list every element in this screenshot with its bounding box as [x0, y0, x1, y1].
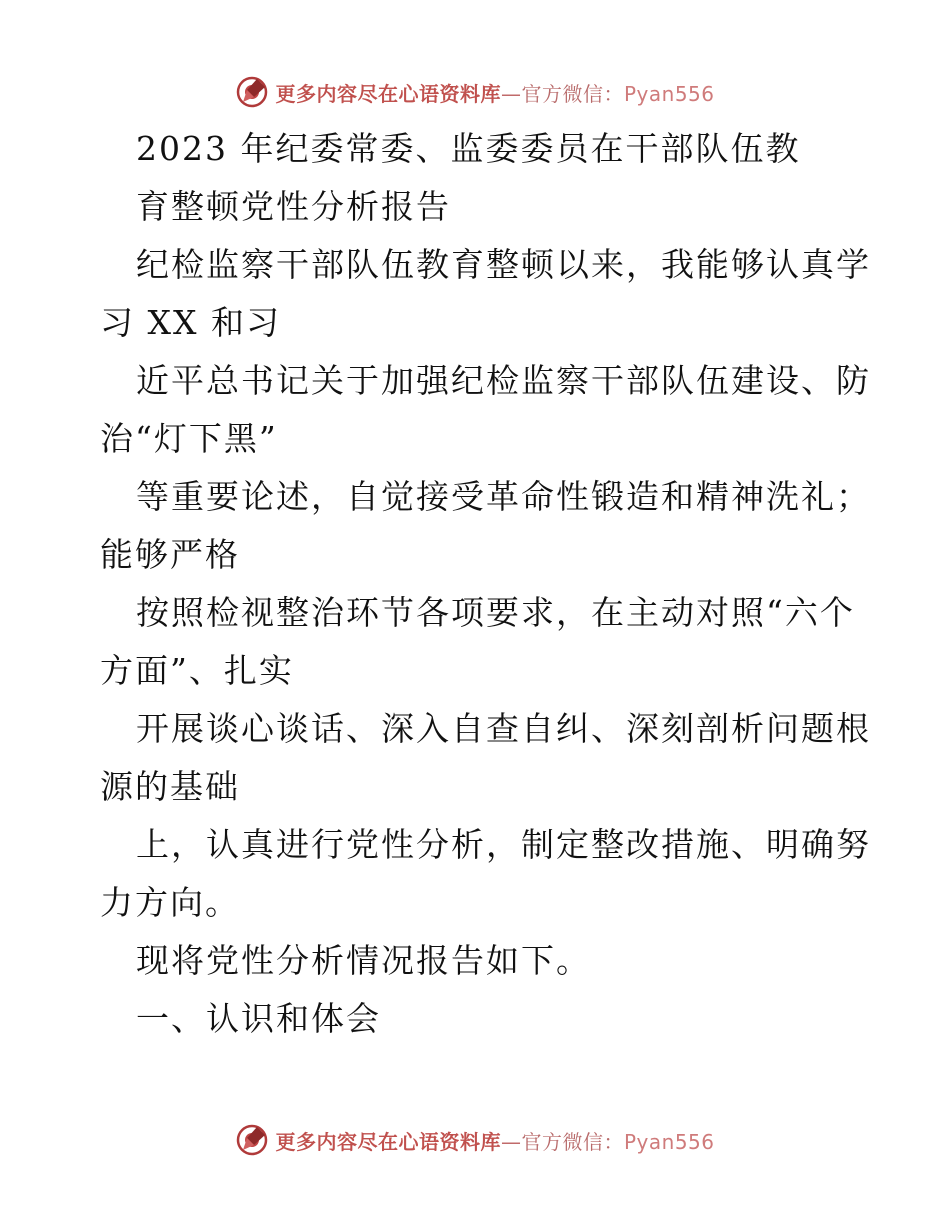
watermark-header	[0, 70, 950, 114]
paragraph-line: 按照检视整治环节各项要求，在主动对照“六个	[136, 593, 855, 632]
paragraph-line: 力方向。	[100, 883, 240, 922]
section-heading: 一、认识和体会	[136, 999, 381, 1038]
paragraph-line: 上，认真进行党性分析，制定整改措施、明确努	[136, 825, 871, 864]
pen-logo-icon	[235, 1123, 269, 1157]
watermark-handle: Pyan556	[623, 81, 715, 106]
paragraph-line: 源的基础	[100, 767, 240, 806]
paragraph-line: 近平总书记关于加强纪检监察干部队伍建设、防	[136, 361, 871, 400]
pen-logo-icon	[235, 75, 269, 109]
paragraph-line: 开展谈心谈话、深入自查自纠、深刻剖析问题根	[136, 709, 871, 748]
watermark-text	[275, 1126, 714, 1155]
paragraph-line: 纪检监察干部队伍教育整顿以来，我能够认真学	[136, 245, 871, 284]
watermark-separator: —	[500, 81, 522, 106]
paragraph-line: 现将党性分析情况报告如下。	[136, 941, 591, 980]
paragraph-line: 治“灯下黑”	[100, 419, 278, 458]
watermark-separator: —	[500, 1129, 522, 1154]
watermark-brand: 更多内容尽在心语资料库	[275, 81, 501, 106]
document-title-line-2: 育整顿党性分析报告	[136, 187, 451, 226]
watermark-handle: Pyan556	[623, 1129, 715, 1154]
paragraph-line: 等重要论述，自觉接受革命性锻造和精神洗礼；	[136, 477, 871, 516]
paragraph-line: 方面”、扎实	[100, 651, 294, 690]
document-body	[100, 120, 871, 1048]
watermark-wechat-label: 官方微信：	[521, 81, 624, 106]
paragraph-line: 习 XX 和习	[100, 303, 281, 342]
watermark-text	[275, 78, 714, 107]
watermark-wechat-label: 官方微信：	[521, 1129, 624, 1154]
watermark-footer	[0, 1118, 950, 1162]
document-title-line-1: 2023 年纪委常委、监委委员在干部队伍教	[136, 129, 801, 168]
watermark-brand: 更多内容尽在心语资料库	[275, 1129, 501, 1154]
paragraph-line: 能够严格	[100, 535, 240, 574]
